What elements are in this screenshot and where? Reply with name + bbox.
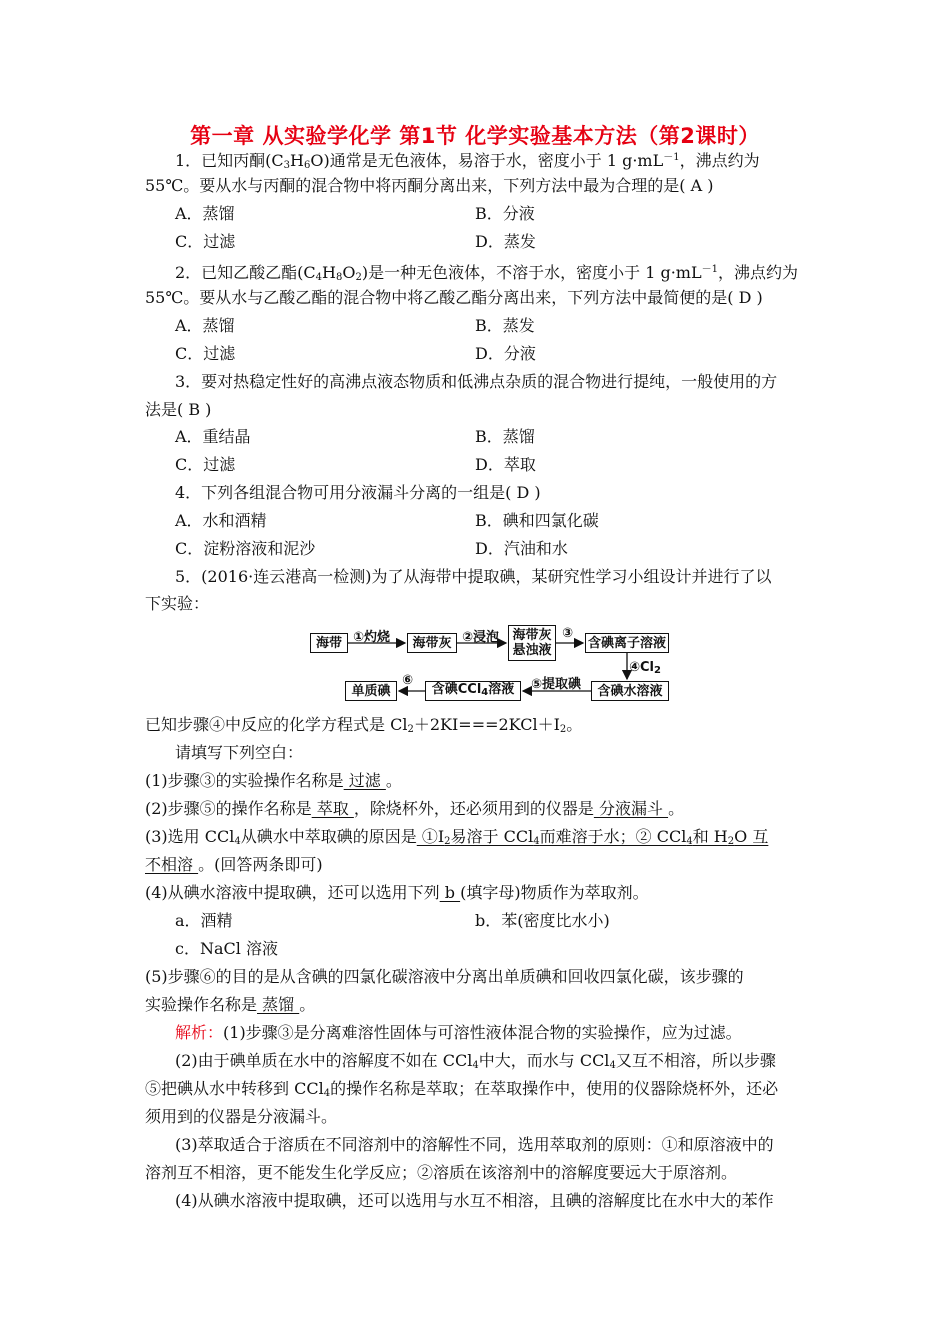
q3-stem: 3．要对热稳定性好的高沸点液态物质和低沸点杂质的混合物进行提纯，一般使用的方: [175, 372, 778, 391]
q5-part3-answer: $①I_2$易溶于 CCl$_4$而难溶于水；② CCl$_4$和 $H_2O$ 互: [416, 827, 769, 847]
analysis-line2: (2)由于碘单质在水中的溶解度不如在 CCl$_4$中大，而水与 CCl$_4$又互不相溶，所以步骤: [175, 1051, 776, 1071]
q4-option-a: A．水和酒精: [175, 511, 267, 530]
q3-stem-line2: 法是( B ): [145, 400, 212, 419]
page-title: 第一章 从实验学化学 第1节 化学实验基本方法（第2课时）: [190, 124, 760, 148]
analysis-line1: 解析：(1)步骤③是分离难溶性固体与可溶性液体混合物的实验操作，应为过滤。: [175, 1023, 742, 1042]
q1-option-a: A．蒸馏: [175, 204, 235, 223]
q5-part4-option-a: a．酒精: [175, 911, 233, 930]
q5-part3: (3)选用 CCl$_4$从碘水中萃取碘的原因是 $①I_2$易溶于 CCl$_4$而难溶于水；② CCl$_4$和 $H_2O$ 互: [145, 827, 769, 847]
q5-equation: 已知步骤④中反应的化学方程式是 $Cl_2+2KI===2KCl+I_2$。: [145, 715, 583, 735]
q5-part4-answer: b: [439, 883, 461, 902]
q5-part5-line2: 实验操作名称是 蒸馏 。: [145, 995, 316, 1014]
flow-label-step3: ③: [562, 626, 574, 641]
q1-option-c: C．过滤: [175, 232, 236, 251]
q4-option-d: D．汽油和水: [475, 539, 568, 558]
q1-option-b: B．分液: [475, 204, 535, 223]
flow-box-iodide-solution: 含碘离子溶液: [585, 633, 669, 653]
flow-label-step2: ②浸泡: [462, 630, 500, 645]
q3-option-b: B．蒸馏: [475, 427, 535, 446]
q5-part4-option-c: c．NaCl 溶液: [175, 939, 278, 958]
flow-box-suspension: 海带灰 悬浊液: [508, 625, 556, 661]
q5-part5: (5)步骤⑥的目的是从含碘的四氯化碳溶液中分离出单质碘和回收四氯化碳，该步骤的: [145, 967, 744, 986]
q2-option-a: A．蒸馏: [175, 316, 235, 335]
q5-part3-answer-cont: 不相溶: [145, 855, 199, 874]
flow-label-step1: ①灼烧: [353, 630, 391, 645]
q5-fill-instruction: 请填写下列空白：: [175, 743, 304, 762]
flow-label-step4: $④Cl_2$: [629, 660, 661, 676]
q1-option-d: D．蒸发: [475, 232, 536, 251]
flow-label-step5: ⑤提取碘: [531, 677, 582, 692]
flow-box-seaweed-ash: 海带灰: [407, 633, 457, 653]
q5-stem: 5．(2016·连云港高一检测)为了从海带中提取碘，某研究性学习小组设计并进行了以: [175, 567, 772, 586]
analysis-label: 解析：: [175, 1023, 224, 1042]
flow-box-seaweed: 海带: [310, 633, 348, 653]
analysis-line6: 溶剂互不相溶，更不能发生化学反应；②溶质在该溶剂中的溶解度要远大于原溶剂。: [145, 1163, 738, 1182]
flow-box-elemental-iodine: 单质碘: [345, 681, 397, 701]
analysis-line4: 须用到的仪器是分液漏斗。: [145, 1107, 338, 1126]
q5-part1-answer: 过滤: [343, 771, 386, 790]
q1-stem: 1．已知丙酮$(C_3H_6O)$通常是无色液体，易溶于水，密度小于 1 $g\cdot mL^{-1}$，沸点约为: [175, 151, 760, 171]
q2-option-c: C．过滤: [175, 344, 236, 363]
q5-part2-answer1: 萃取: [311, 799, 354, 818]
q2-option-b: B．蒸发: [475, 316, 535, 335]
q5-part4: (4)从碘水溶液中提取碘，还可以选用下列 b (填字母)物质作为萃取剂。: [145, 883, 649, 902]
q2-option-d: D．分液: [475, 344, 536, 363]
q5-part4-option-b: b．苯(密度比水小): [475, 911, 610, 930]
analysis-line5: (3)萃取适合于溶质在不同溶剂中的溶解性不同，选用萃取剂的原则：①和原溶液中的: [175, 1135, 774, 1154]
q5-part1: (1)步骤③的实验操作名称是 过滤 。: [145, 771, 402, 790]
q5-stem-line2: 下实验：: [145, 594, 210, 613]
q3-option-d: D．萃取: [475, 455, 536, 474]
q4-stem: 4．下列各组混合物可用分液漏斗分离的一组是( D ): [175, 483, 541, 502]
flow-label-step6: ⑥: [402, 673, 414, 688]
q3-option-c: C．过滤: [175, 455, 236, 474]
q4-option-b: B．碘和四氯化碳: [475, 511, 599, 530]
q4-option-c: C．淀粉溶液和泥沙: [175, 539, 316, 558]
q3-option-a: A．重结晶: [175, 427, 251, 446]
flow-box-iodine-water: 含碘水溶液: [591, 681, 669, 701]
q5-part2: (2)步骤⑤的操作名称是 萃取 ，除烧杯外，还必须用到的仪器是 分液漏斗 。: [145, 799, 685, 818]
q1-stem-line2: 55℃。要从水与丙酮的混合物中将丙酮分离出来，下列方法中最为合理的是( A ): [145, 176, 714, 195]
q5-part2-answer2: 分液漏斗: [593, 799, 669, 818]
q2-stem-line2: 55℃。要从水与乙酸乙酯的混合物中将乙酸乙酯分离出来，下列方法中最简便的是( D ): [145, 288, 763, 307]
q5-part5-answer: 蒸馏: [257, 995, 300, 1014]
q2-stem: 2．已知乙酸乙酯$(C_4H_8O_2)$是一种无色液体，不溶于水，密度小于 1 $g\cdot mL^{-1}$，沸点约为: [175, 263, 798, 283]
q5-part3-line2: 不相溶 。(回答两条即可): [145, 855, 323, 874]
analysis-line3: ⑤把碘从水中转移到 CCl$_4$的操作名称是萃取；在萃取操作中，使用的仪器除烧杯外，还必: [145, 1079, 779, 1099]
analysis-line7: (4)从碘水溶液中提取碘，还可以选用与水互不相溶，且碘的溶解度比在水中大的苯作: [175, 1191, 774, 1210]
flow-box-iodine-ccl4: 含碘CCl$_4$溶液: [425, 681, 521, 701]
